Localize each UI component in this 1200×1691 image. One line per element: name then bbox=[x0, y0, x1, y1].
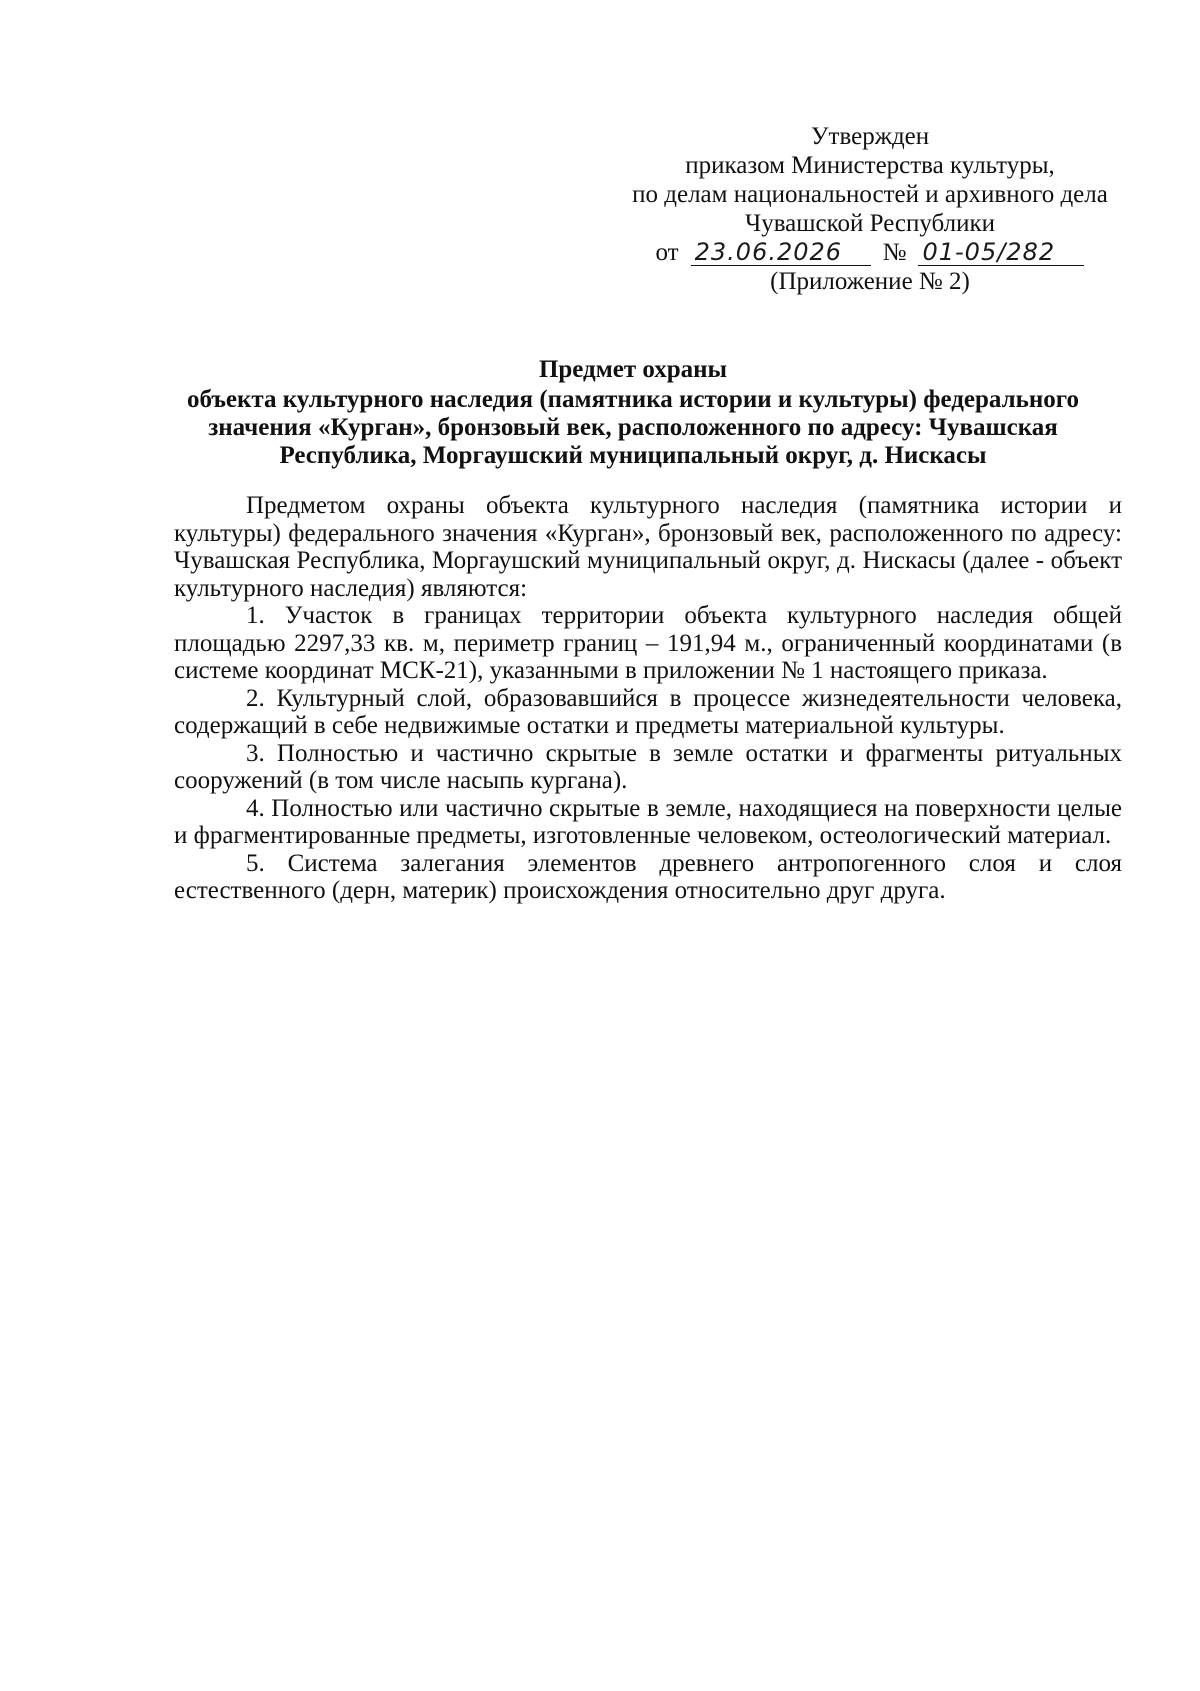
approval-date-number-line bbox=[600, 238, 1140, 267]
handwritten-order-number: 01-05/282 bbox=[918, 239, 1084, 266]
document-title-block bbox=[150, 356, 1116, 470]
approval-line-approved: Утвержден bbox=[810, 123, 930, 150]
appendix-label: (Приложение № 2) bbox=[770, 268, 970, 295]
handwritten-date: 23.06.2026 bbox=[691, 239, 871, 266]
approval-block bbox=[600, 122, 1140, 296]
list-item: 1. Участок в границах территории объекта культурного наследия общей площадью 2297,33 кв. м, периметр границ – 191,94 м., ограниченный координатами (в системе координат МСК-21), указанными в приложении № 1 настоящего приказа. bbox=[174, 602, 1122, 684]
document-body bbox=[174, 492, 1122, 905]
date-prefix: от bbox=[655, 239, 679, 266]
number-prefix: № bbox=[882, 239, 907, 266]
list-item: 3. Полностью и частично скрытые в земле остатки и фрагменты ритуальных сооружений (в том числе насыпь кургана). bbox=[174, 739, 1122, 794]
approval-line-ministry: по делам национальностей и архивного дела bbox=[632, 181, 1108, 208]
approval-line-order: приказом Министерства культуры, bbox=[685, 152, 1055, 179]
document-subheading: объекта культурного наследия (памятника истории и культуры) федерального значения «Курган», бронзовый век, расположенного по адресу: Чувашская Республика, Моргаушский муниципальный округ, д. Нискасы bbox=[186, 386, 1080, 469]
list-item: 4. Полностью или частично скрытые в земле, находящиеся на поверхности целые и фрагментированные предметы, изготовленные человеком, остеологический материал. bbox=[174, 794, 1122, 849]
list-item: 2. Культурный слой, образовавшийся в процессе жизнедеятельности человека, содержащий в себе недвижимые остатки и предметы материальной культуры. bbox=[174, 684, 1122, 739]
intro-paragraph: Предметом охраны объекта культурного наследия (памятника истории и культуры) федерального значения «Курган», бронзовый век, расположенного по адресу: Чувашская Республика, Моргаушский муниципальный округ, д. Нискасы (далее - объект культурного наследия) являются: bbox=[174, 492, 1122, 602]
list-item: 5. Система залегания элементов древнего антропогенного слоя и слоя естественного (дерн, материк) происхождения относительно друг друга. bbox=[174, 849, 1122, 904]
document-heading: Предмет охраны bbox=[538, 356, 728, 383]
approval-line-republic: Чувашской Республики bbox=[744, 210, 996, 237]
